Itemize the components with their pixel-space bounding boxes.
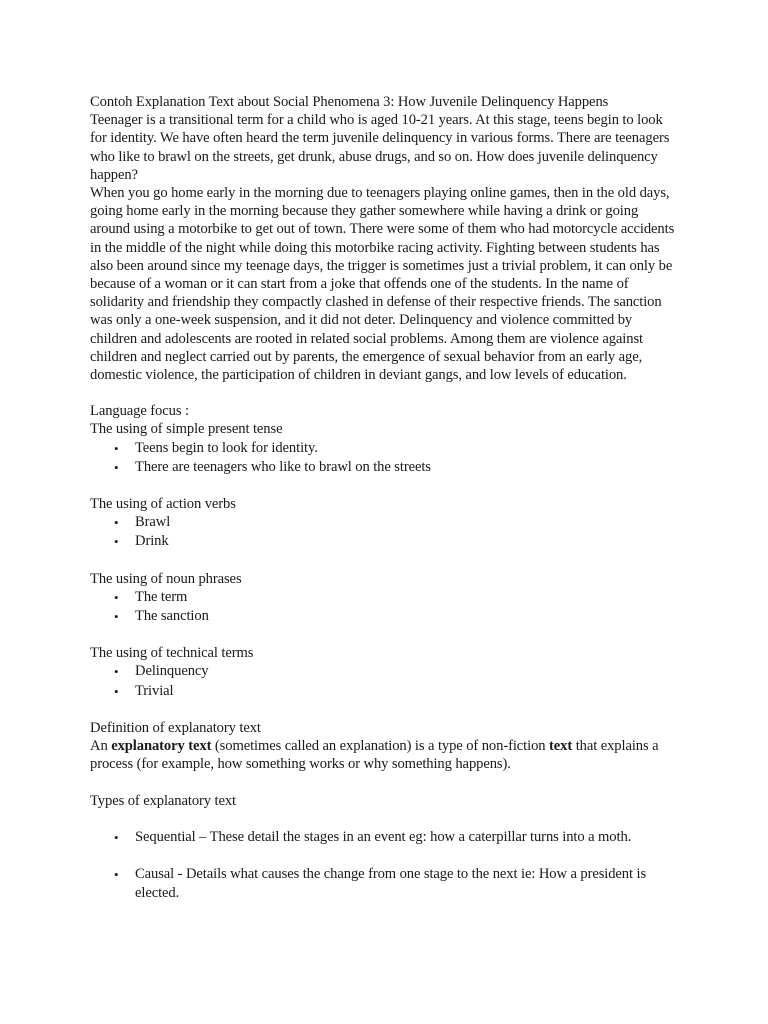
list-item-text: Causal - Details what causes the change from one stage to the next ie: How a president is elected.: [135, 865, 647, 902]
list-item: [90, 662, 680, 681]
bullet-list: [90, 439, 680, 477]
document-title: Contoh Explanation Text about Social Phenomena 3: How Juvenile Delinquency Happens: [90, 94, 609, 110]
section-heading: The using of noun phrases: [90, 570, 242, 587]
bullet-icon: •: [114, 515, 119, 531]
list-item-text: The term: [135, 588, 188, 605]
list-item-text: The sanction: [135, 608, 209, 625]
bold-term: explanatory text: [111, 738, 212, 755]
paragraph-body: When you go home early in the morning due to teenagers playing online games, then in the old days, going home early in the morning because they gather somewhere while having a drink or going around using a motorbike to get out of town. There were some of them who had motorcycle accidents in the middle of the night while doing this motorbike racing activity. Fighting between students has also been around since my teenage days, the trigger is sometimes just a trivial problem, it can only be because of a woman or it can start from a joke that offends one of the students. In the name of solidarity and friendship they compactly clashed in defense of their respective friends. The sanction was only a one-week suspension, and it did not deter. Delinquency and violence committed by children and adolescents are rooted in related social problems. Among them are violence against children and neglect carried out by parents, the emergence of sexual behavior from an early age, domestic violence, the participation of children in deviant gangs, and low levels of education.: [90, 185, 675, 384]
section-heading: The using of technical terms: [90, 645, 254, 662]
definition-text: An explanatory text (sometimes called an explanation) is a type of non-fiction text that explains a process (for example, how something works or why something happens).: [90, 738, 659, 773]
list-item: [90, 828, 680, 847]
list-item: [90, 532, 680, 551]
bold-term: text: [549, 738, 573, 755]
types-list: [90, 828, 680, 904]
section-heading: The using of action verbs: [90, 496, 236, 513]
section-heading: The using of simple present tense: [90, 421, 283, 438]
definition-heading: Definition of explanatory text: [90, 719, 261, 736]
list-item-text: There are teenagers who like to brawl on the streets: [135, 458, 431, 475]
bullet-icon: •: [114, 683, 119, 699]
list-item-text: Sequential – These detail the stages in an event eg: how a caterpillar turns into a moth.: [135, 828, 632, 845]
types-heading: Types of explanatory text: [90, 792, 237, 809]
bullet-icon: •: [114, 609, 119, 625]
list-item: [90, 513, 680, 532]
list-item: [90, 865, 680, 903]
list-item: [90, 682, 680, 701]
list-item: [90, 439, 680, 458]
bullet-icon: •: [114, 589, 119, 605]
list-item: [90, 458, 680, 477]
list-item-text: Delinquency: [135, 663, 209, 680]
bullet-list: [90, 513, 680, 551]
bullet-icon: •: [114, 829, 119, 845]
bullet-list: [90, 588, 680, 626]
list-item: [90, 588, 680, 607]
bullet-icon: •: [114, 534, 119, 550]
bullet-list: [90, 662, 680, 700]
bullet-icon: •: [114, 866, 119, 882]
paragraph-intro: Teenager is a transitional term for a child who is aged 10-21 years. At this stage, teens begin to look for identity. We have often heard the term juvenile delinquency in various forms. There are teenagers who like to brawl on the streets, get drunk, abuse drugs, and so on. How does juvenile delinquency happen?: [90, 112, 670, 183]
bullet-icon: •: [114, 459, 119, 475]
list-item-text: Trivial: [135, 682, 174, 699]
list-item-text: Brawl: [135, 514, 171, 531]
list-item-text: Drink: [135, 533, 169, 550]
list-item-text: Teens begin to look for identity.: [135, 439, 318, 456]
bullet-icon: •: [114, 664, 119, 680]
bullet-icon: •: [114, 440, 119, 456]
list-item: [90, 607, 680, 626]
document-page: [90, 93, 680, 903]
language-focus-heading: Language focus :: [90, 403, 189, 420]
